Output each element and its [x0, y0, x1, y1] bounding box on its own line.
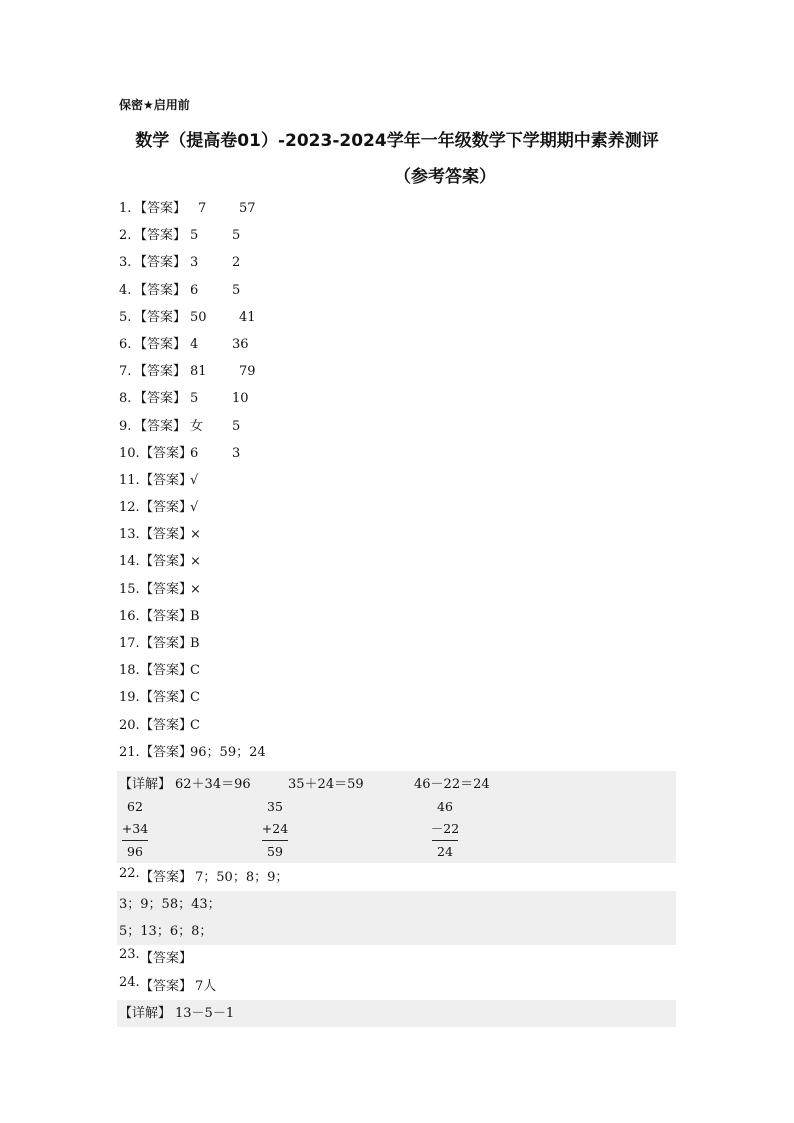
answer-value-2: 3 — [232, 445, 241, 461]
answer-value: C — [190, 717, 200, 733]
calc3-result: 24 — [437, 844, 453, 859]
answer-tag: 【答案】 — [140, 608, 193, 624]
answer-tag: 【答案】 — [140, 636, 193, 651]
answer-value: 50 — [190, 309, 207, 325]
answer-value-2: 79 — [239, 364, 256, 380]
answer-list — [119, 198, 679, 769]
answer-tag: 【答案】 — [134, 309, 187, 325]
answer-tag: 【答案】 — [140, 445, 193, 461]
question-number: 13. — [119, 527, 140, 543]
question-number: 3. — [119, 255, 132, 271]
answer-row — [119, 660, 679, 687]
answer-tag: 【答案】 — [134, 201, 187, 216]
answer-tag: 【答案】 — [140, 690, 193, 706]
question-number: 11. — [119, 472, 140, 488]
q24-answer: 7人 — [195, 979, 217, 994]
answer-row — [119, 361, 679, 388]
answer-row — [119, 443, 679, 470]
q24-detail-label: 【详解】 — [119, 1006, 172, 1021]
question-number: 20. — [119, 717, 140, 733]
question-number: 8. — [119, 391, 132, 407]
answer-tag: 【答案】 — [140, 744, 193, 760]
calc3-subtrahend: －22 — [430, 821, 460, 836]
answer-tag: 【答案】 — [140, 663, 193, 679]
q22-answer-line1: 7；50；8；9； — [195, 870, 289, 885]
answer-value: 96；59；24 — [190, 744, 266, 760]
answer-value: × — [190, 554, 201, 570]
answer-value-2: 2 — [232, 255, 241, 271]
question-number: 17. — [119, 636, 140, 651]
answer-tag: 【答案】 — [140, 554, 193, 570]
answer-value: 5 — [190, 228, 199, 244]
vertical-calc-2 — [260, 796, 290, 863]
answer-value: √ — [190, 472, 199, 488]
answer-tag: 【答案】 — [134, 255, 187, 271]
question-number: 9. — [119, 418, 132, 434]
answer-value-2: 5 — [232, 228, 241, 244]
vertical-calc-3 — [428, 796, 462, 863]
answer-row — [119, 280, 679, 307]
answer-value-2: 41 — [239, 309, 256, 325]
answer-value: 女 — [190, 418, 204, 434]
q21-equation-1: 62＋34＝96 — [175, 777, 251, 792]
question-number: 12. — [119, 500, 140, 516]
answer-row — [119, 742, 679, 769]
answer-value-2: 5 — [232, 282, 241, 298]
calc2-addend: +24 — [261, 821, 289, 836]
answer-row — [119, 416, 679, 443]
q24-number: 24. — [119, 975, 140, 990]
answer-tag: 【答案】 — [134, 282, 187, 298]
answer-value: B — [190, 636, 200, 651]
question-number: 16. — [119, 608, 140, 624]
answer-row — [119, 470, 679, 497]
question-number: 18. — [119, 663, 140, 679]
answer-value: 3 — [190, 255, 199, 271]
q23-number: 23. — [119, 947, 140, 962]
answer-row — [119, 715, 679, 742]
answer-row — [119, 524, 679, 551]
answer-row — [119, 252, 679, 279]
calc2-result: 59 — [267, 844, 283, 859]
answer-value: 6 — [190, 445, 199, 461]
calc2-top: 35 — [267, 799, 283, 814]
question-number: 7. — [119, 364, 132, 380]
calc3-top: 46 — [437, 799, 453, 814]
answer-tag: 【答案】 — [134, 418, 187, 434]
answer-value: √ — [190, 500, 199, 516]
answer-row — [119, 307, 679, 334]
q22-answer-line3: 5；13；6；8； — [119, 924, 213, 939]
question-number: 19. — [119, 690, 140, 706]
answer-row — [119, 606, 679, 633]
question-number: 4. — [119, 282, 132, 298]
answer-value: 4 — [190, 336, 199, 352]
q21-equation-2: 35＋24＝59 — [288, 777, 364, 792]
answer-tag: 【答案】 — [140, 717, 193, 733]
answer-value: 7 — [198, 201, 207, 216]
answer-tag: 【答案】 — [134, 336, 187, 352]
answer-tag: 【答案】 — [140, 581, 193, 597]
q24-answer-tag: 【答案】 — [140, 979, 193, 994]
page-title: 数学（提高卷01）-2023-2024学年一年级数学下学期期中素养测评 — [135, 131, 659, 151]
answer-row — [119, 551, 679, 578]
answer-value-2: 36 — [232, 336, 249, 352]
q22-answer-tag: 【答案】 — [140, 870, 193, 885]
answer-row — [119, 334, 679, 361]
answer-row — [119, 687, 679, 714]
answer-row — [119, 633, 679, 660]
question-number: 10. — [119, 445, 140, 461]
question-number: 15. — [119, 581, 140, 597]
question-number: 6. — [119, 336, 132, 352]
answer-value: C — [190, 663, 200, 679]
page-subtitle: （参考答案） — [394, 167, 496, 187]
calc1-top: 62 — [127, 799, 143, 814]
answer-tag: 【答案】 — [134, 391, 187, 407]
answer-tag: 【答案】 — [140, 472, 193, 488]
answer-tag: 【答案】 — [134, 364, 187, 380]
q24-detail: 13－5－1 — [175, 1006, 235, 1021]
vertical-calc-1 — [120, 796, 150, 863]
question-number: 1. — [119, 201, 132, 216]
answer-value: 6 — [190, 282, 199, 298]
answer-value: 5 — [190, 391, 199, 407]
q21-equation-3: 46－22＝24 — [414, 777, 490, 792]
question-number: 5. — [119, 309, 132, 325]
q23-answer-tag: 【答案】 — [140, 951, 193, 966]
q21-detail-label: 【详解】 — [119, 777, 172, 792]
answer-row — [119, 579, 679, 606]
answer-value: × — [190, 527, 201, 543]
confidential-label: 保密★启用前 — [119, 98, 190, 112]
answer-value-2: 57 — [239, 201, 256, 216]
question-number: 21. — [119, 744, 140, 760]
answer-tag: 【答案】 — [134, 228, 187, 244]
answer-value-2: 10 — [232, 391, 249, 407]
answer-row — [119, 497, 679, 524]
answer-row — [119, 198, 679, 225]
question-number: 2. — [119, 228, 132, 244]
answer-value-2: 5 — [232, 418, 241, 434]
answer-value: B — [190, 608, 200, 624]
answer-row — [119, 388, 679, 415]
q22-number: 22. — [119, 866, 140, 881]
q22-answer-line2: 3；9；58；43； — [119, 897, 221, 912]
answer-row — [119, 225, 679, 252]
question-number: 14. — [119, 554, 140, 570]
answer-value: C — [190, 690, 200, 706]
answer-tag: 【答案】 — [140, 500, 193, 516]
answer-value: × — [190, 581, 201, 597]
answer-value: 81 — [190, 364, 207, 380]
calc1-result: 96 — [127, 844, 143, 859]
answer-tag: 【答案】 — [140, 527, 193, 543]
calc1-addend: +34 — [121, 821, 149, 836]
